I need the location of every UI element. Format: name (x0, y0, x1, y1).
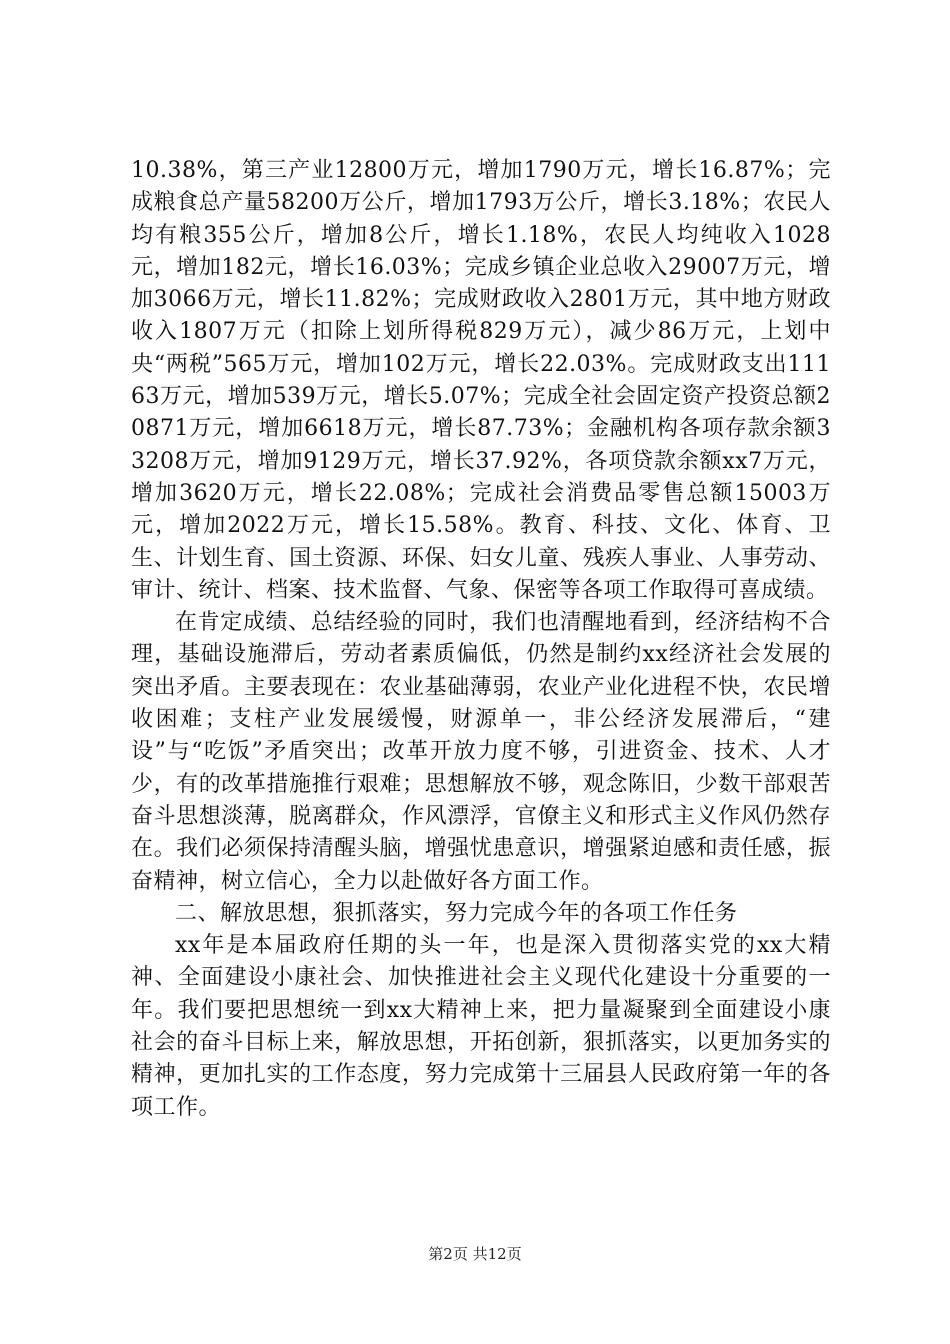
page-number-footer: 第2页 共12页 (428, 1245, 522, 1263)
document-body (131, 155, 831, 1124)
paragraph-problems: 在肯定成绩、总结经验的同时，我们也清醒地看到，经济结构不合理，基础设施滞后，劳动者素质偏低，仍然是制约xx经济社会发展的突出矛盾。主要表现在：农业基础薄弱，农业产业化进程不快，农民增收困难；支柱产业发展缓慢，财源单一，非公经济发展滞后，“建设”与“吃饭”矛盾突出；改革开放力度不够，引进资金、技术、人才少，有的改革措施推行艰难；思想解放不够，观念陈旧，少数干部艰苦奋斗思想淡薄，脱离群众，作风漂浮，官僚主义和形式主义作风仍然存在。我们必须保持清醒头脑，增强忧患意识，增强紧迫感和责任感，振奋精神，树立信心，全力以赴做好各方面工作。 (131, 610, 831, 894)
paragraph-tasks: xx年是本届政府任期的头一年，也是深入贯彻落实党的xx大精神、全面建设小康社会、加快推进社会主义现代化建设十分重要的一年。我们要把思想统一到xx大精神上来，把力量凝聚到全面建设小康社会的奋斗目标上来，解放思想，开拓创新，狠抓落实，以更加务实的精神，更加扎实的工作态度，努力完成第十三届县人民政府第一年的各项工作。 (131, 933, 831, 1120)
section-heading: 二、解放思想，狠抓落实，努力完成今年的各项工作任务 (175, 900, 738, 926)
paragraph-statistics: 10.38%，第三产业12800万元，增加1790万元，增长16.87%；完成粮食总产量58200万公斤，增加1793万公斤，增长3.18%；农民人均有粮355公斤，增加8公斤，增长1.18%，农民人均纯收入1028元，增加182元，增长16.03%；完成乡镇企业总收入29007万元，增加3066万元，增长11.82%；完成财政收入2801万元，其中地方财政收入1807万元（扣除上划所得税829万元），减少86万元，上划中央“两税”565万元，增加102万元，增长22.03%。完成财政支出11163万元，增加539万元，增长5.07%；完成全社会固定资产投资总额20871万元，增加6618万元，增长87.73%；金融机构各项存款余额33208万元，增加9129万元，增长37.92%，各项贷款余额xx7万元，增加3620万元，增长22.08%；完成社会消费品零售总额15003万元，增加2022万元，增长15.58%。教育、科技、文化、体育、卫生、计划生育、国土资源、环保、妇女儿童、残疾人事业、人事劳动、审计、统计、档案、技术监督、气象、保密等各项工作取得可喜成绩。 (131, 158, 831, 603)
